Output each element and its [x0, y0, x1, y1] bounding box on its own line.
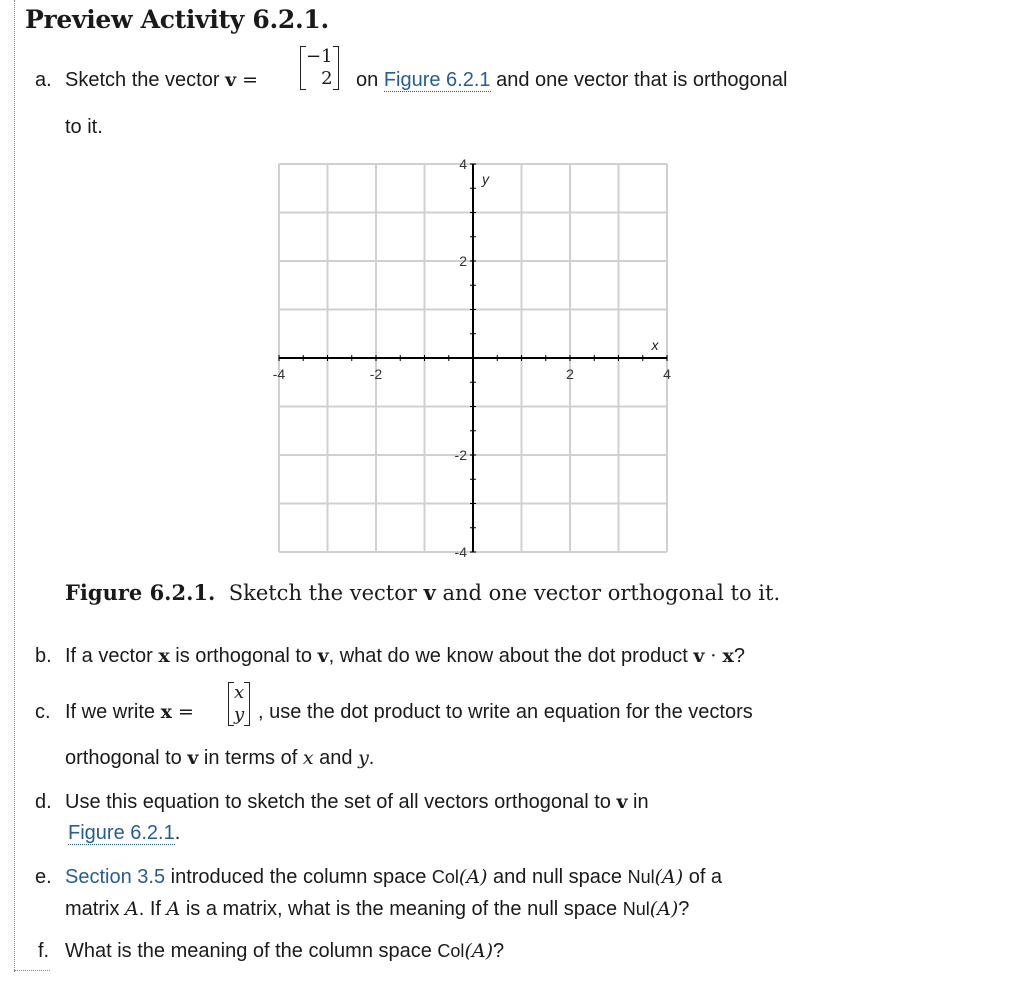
- item-c-t1: If we write: [65, 701, 161, 723]
- item-e-l2b: . If: [138, 898, 167, 920]
- col-operator: Col: [437, 941, 465, 961]
- item-c-line2: [65, 746, 374, 770]
- nul-arg: (A): [654, 866, 684, 888]
- item-e-t2: and null space: [487, 866, 628, 888]
- item-c-l2a: orthogonal to: [65, 747, 188, 769]
- x-tick-label: -4: [272, 366, 286, 382]
- x-tick-label: -2: [369, 366, 383, 382]
- vector-v: v: [225, 69, 237, 91]
- y-axis-label: y: [482, 171, 489, 187]
- item-e-l2c: is a matrix, what is the meaning of the null space: [180, 898, 623, 920]
- figure-link[interactable]: Figure 6.2.1: [383, 69, 491, 91]
- dot-x: x: [722, 645, 734, 667]
- item-c-label: c.: [35, 701, 51, 723]
- frame-corner: [14, 970, 50, 971]
- caption-post: and one vector orthogonal to it.: [435, 581, 781, 605]
- vector-x: x: [160, 701, 172, 723]
- item-d-line2: [68, 821, 180, 845]
- item-a-line2: to it.: [65, 116, 103, 138]
- caption-label: Figure 6.2.1.: [65, 580, 216, 605]
- matrix-entry-y: y: [234, 704, 245, 725]
- vector-v: v: [317, 645, 329, 667]
- x-tick-label: 2: [566, 366, 574, 382]
- caption-pre: Sketch the vector: [228, 581, 424, 605]
- item-e-t1: introduced the column space: [165, 866, 432, 888]
- caption-vector-v: v: [423, 580, 436, 605]
- item-a-post: and one vector that is orthogonal: [490, 69, 788, 91]
- equals-sign: =: [236, 69, 259, 91]
- equals-sign: =: [171, 701, 194, 723]
- matrix-A: A: [125, 898, 139, 920]
- y-tick-label: 4: [459, 156, 467, 172]
- nul-arg: (A): [649, 898, 679, 920]
- item-b-t2: is orthogonal to: [169, 645, 318, 667]
- item-d-text: [65, 790, 649, 814]
- y-tick-label: 2: [459, 253, 467, 269]
- y-tick-label: -4: [454, 544, 467, 560]
- y-tick-label: -2: [454, 447, 467, 463]
- item-a-pre: Sketch the vector: [65, 69, 226, 91]
- item-f-label: f.: [38, 940, 50, 962]
- item-a-label: a.: [35, 69, 52, 91]
- item-e-text: [65, 865, 722, 889]
- var-y: y: [358, 747, 369, 769]
- item-d-label: d.: [35, 791, 52, 813]
- vector-x-matrix: [228, 682, 250, 726]
- item-f-t2: ?: [492, 940, 505, 962]
- matrix-entry-x: x: [234, 682, 245, 703]
- item-c-l2c: and: [313, 747, 359, 769]
- item-b-label: b.: [35, 645, 52, 667]
- vector-v: v: [616, 791, 628, 813]
- matrix-A: A: [166, 898, 181, 920]
- vector-x: x: [158, 645, 170, 667]
- col-operator: Col: [431, 867, 459, 887]
- figure-caption: [65, 580, 780, 606]
- col-arg: (A): [464, 940, 493, 962]
- item-e-t3: of a: [683, 866, 723, 888]
- item-b-t1: If a vector: [65, 645, 159, 667]
- item-e-line2: [65, 897, 689, 921]
- activity-title: Preview Activity 6.2.1.: [25, 5, 329, 34]
- item-d-t3: .: [174, 822, 181, 844]
- section-link[interactable]: Section 3.5: [65, 866, 166, 888]
- item-b-t3: , what do we know about the dot product: [328, 645, 694, 667]
- dot-v: v: [693, 645, 705, 667]
- matrix-entry-2: 2: [321, 68, 333, 89]
- item-e-l2d: ?: [678, 898, 690, 920]
- item-e-label: e.: [35, 866, 52, 888]
- var-x: x: [302, 747, 314, 769]
- item-c-t2: , use the dot product to write an equation for the vectors: [258, 701, 753, 723]
- nul-operator: Nul: [622, 899, 650, 919]
- col-arg: (A): [458, 866, 488, 888]
- item-e-l2a: matrix: [65, 898, 125, 920]
- item-a-mid: on: [356, 69, 384, 91]
- item-f-text: [65, 939, 504, 963]
- item-c-l2b: in terms of: [198, 747, 303, 769]
- item-d-t2: in: [627, 791, 649, 813]
- item-b-t4: ?: [733, 645, 745, 667]
- item-f-t1: What is the meaning of the column space: [65, 940, 438, 962]
- item-c: [0, 680, 1024, 730]
- figure-link[interactable]: Figure 6.2.1: [68, 822, 175, 844]
- vector-v: v: [187, 747, 199, 769]
- item-c-l2d: .: [368, 747, 375, 769]
- nul-operator: Nul: [627, 867, 655, 887]
- item-d-t1: Use this equation to sketch the set of all vectors orthogonal to: [65, 791, 617, 813]
- item-b-text: [65, 644, 745, 668]
- matrix-entry-1: −1: [306, 46, 333, 67]
- x-axis-label: x: [651, 337, 659, 353]
- x-tick-label: 4: [663, 366, 671, 382]
- item-c-text: [65, 700, 194, 724]
- dot-symbol: ·: [704, 645, 723, 667]
